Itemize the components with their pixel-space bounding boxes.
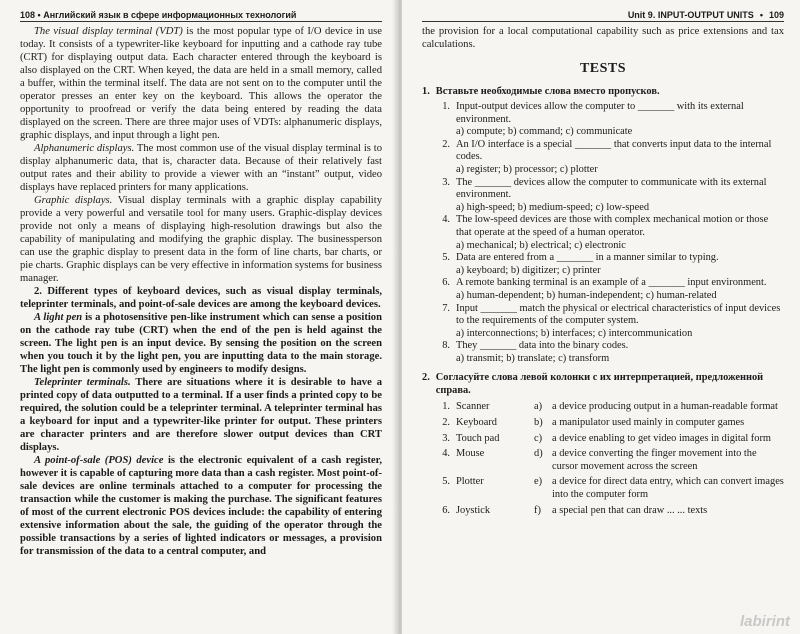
task-1-instruction: Вставьте необходимые слова вместо пропусков. <box>435 86 660 97</box>
question-item <box>422 277 784 290</box>
paragraph-pos <box>20 454 382 558</box>
match-definition: a device enabling to get video images in digital form <box>552 432 772 444</box>
paragraph-light-pen <box>20 311 382 376</box>
match-row <box>422 417 784 430</box>
question-options: a) compute; b) command; c) communicate <box>456 126 633 138</box>
match-number: 3. <box>442 432 450 444</box>
match-letter: b) <box>534 417 543 429</box>
question-number: 4. <box>442 214 450 226</box>
match-number: 6. <box>442 504 450 516</box>
header-bullet: • <box>37 10 41 20</box>
question-item <box>422 139 784 164</box>
match-term: Joystick <box>456 504 491 516</box>
paragraph-teleprinter <box>20 376 382 454</box>
question-item <box>422 303 784 328</box>
match-letter: e) <box>534 476 543 488</box>
match-term: Plotter <box>456 476 484 488</box>
question-text: They _______ data into the binary codes. <box>456 340 629 352</box>
right-page <box>402 0 800 634</box>
task-1-number: 1. <box>422 86 430 97</box>
match-letter: c) <box>534 432 543 444</box>
right-header-title: Unit 9. INPUT-OUTPUT UNITS <box>627 10 754 20</box>
match-letter: f) <box>534 504 541 516</box>
match-definition: a device for direct data entry, which can convert images into the computer form <box>552 476 784 501</box>
left-header-line <box>20 10 296 20</box>
paragraph-graphic <box>20 194 382 285</box>
task-2-number: 2. <box>422 372 430 384</box>
question-item <box>422 340 784 353</box>
match-definition: a special pen that can draw ... ... texts <box>552 504 708 516</box>
question-options: a) mechanical; b) electrical; c) electronic <box>456 239 626 251</box>
question-number: 1. <box>442 101 450 112</box>
left-page <box>0 0 398 634</box>
match-letter: d) <box>534 448 543 460</box>
task-1-heading <box>422 85 784 98</box>
term-vdt: The visual display terminal (VDT) <box>34 26 183 37</box>
question-item <box>422 101 784 126</box>
term-teleprinter: Teleprinter terminals. <box>34 377 131 388</box>
match-row <box>422 433 784 446</box>
question-text: The _______ devices allow the computer to communicate with its external environment. <box>456 176 767 201</box>
question-text: Input-output devices allow the computer to _______ with its external environment. <box>456 101 744 125</box>
paragraph-graphic-text: Visual display terminals with a graphic display capability provide a very powerful and versatile tool for many users. Graphic-display devices provide not only a means of displaying high-resolution drawings but also the capability of manipulating and modifying the graphic display. The businessperson can use the graphic display to present data in the form of line charts, bar charts, or pie charts. Graphic displays can be very effective in information systems for business manager. <box>20 195 382 284</box>
question-options: a) human-dependent; b) human-independent; c) human-related <box>456 289 717 301</box>
match-number: 4. <box>442 448 450 460</box>
paragraph-alphanumeric-text: The most common use of the visual display terminal is to display alphanumeric data, that is, character data. Because of their relatively fast output rates and their ability to provide a viewer with an “instant” output, video displays have replaced printers for many applications. <box>20 143 382 193</box>
term-alphanumeric: Alphanumeric displays. <box>34 143 135 154</box>
question-number: 5. <box>442 252 450 264</box>
paragraph-alphanumeric <box>20 142 382 194</box>
match-row <box>422 476 784 501</box>
match-number: 1. <box>442 401 450 413</box>
right-page-number: 109 <box>768 10 784 20</box>
paragraph-keyboard-devices <box>20 285 382 311</box>
question-number: 3. <box>442 176 450 188</box>
match-number: 5. <box>442 476 450 488</box>
question-text: A remote banking terminal is an example of a _______ input environment. <box>456 277 767 289</box>
match-letter: a) <box>534 401 543 413</box>
question-number: 2. <box>442 138 450 150</box>
term-pos: A point-of-sale (POS) device <box>34 455 164 466</box>
question-text: The low-speed devices are those with complex mechanical motion or those that operate at the speed of a human operator. <box>456 214 769 238</box>
task-2-heading <box>422 371 784 397</box>
match-definition: a device producing output in a human-readable format <box>552 401 778 413</box>
question-item <box>422 177 784 202</box>
left-page-number: 108 <box>20 10 36 20</box>
question-options: a) keyboard; b) digitizer; c) printer <box>456 264 601 276</box>
task-2-instruction: Согласуйте слова левой колонки с их интерпретацией, предложенной справа. <box>435 372 764 397</box>
match-term: Touch pad <box>456 432 500 444</box>
header-bullet: • <box>759 10 763 20</box>
paragraph-vdt-text: is the most popular type of I/O device in use today. It consists of a typewriter-like keyboard for inputting and a cathode ray tube (CRT) for displaying output data. Each character entered through the keyboard is also displayed on the CRT. When keyed, the data are held in a small memory, called a buffer, within the terminal itself. The data are not sent on to the computer until the operator presses an enter key on the keyboard. This allows the operator the opportunity to proofread or verify the data being entered by reading the data displayed on the screen. There are three major uses of VDTs: alphanumeric displays, graphic displays, and input through a light pen. <box>20 26 383 141</box>
tests-title: TESTS <box>579 61 627 76</box>
question-list <box>422 101 784 365</box>
question-text: Input _______ match the physical or electrical characteristics of input devices to the requirements of the computer system. <box>456 302 781 327</box>
question-options: a) register; b) processor; c) plotter <box>456 163 598 175</box>
match-number: 2. <box>442 417 450 429</box>
question-item <box>422 252 784 265</box>
match-definition: a manipulator used mainly in computer games <box>552 417 745 429</box>
match-row <box>422 401 784 414</box>
matching-list <box>422 401 784 517</box>
right-running-head <box>422 10 784 22</box>
question-options: a) transmit; b) translate; c) transform <box>456 352 610 364</box>
match-term: Mouse <box>456 448 485 460</box>
paragraph-light-pen-text: is a photosensitive pen-like instrument which can sense a position on the cathode ray tube (CRT) when the end of the pen is held against the screen. The light pen is an input device. By sensing the position on the screen when you touch it by the light pen, you are inputting data to the main storage. The light pen is commonly used by engineers to modify designs. <box>20 312 383 375</box>
paragraph-keyboard-text: Different types of keyboard devices, such as visual display terminals, teleprinter terminals, and point-of-sale devices are among the keyboard devices. <box>20 286 382 310</box>
question-number: 8. <box>442 340 450 352</box>
watermark-logo: labirint <box>739 613 790 630</box>
term-light-pen: A light pen <box>34 312 83 323</box>
question-text: An I/O interface is a special _______ that converts input data to the internal codes. <box>456 138 772 163</box>
question-text: Data are entered from a _______ in a manner similar to typing. <box>456 252 719 264</box>
paragraph-teleprinter-text: There are situations where it is desirable to have a printed copy of data outputted to a terminal. If a user finds a printed copy to be required, the solution could be a teleprinter terminal. A teleprinter terminal has a keyboard for input and a typewriter-like printer for output. These printers are character printers and are therefore slower output devices than CRT displays. <box>20 377 382 453</box>
match-term: Keyboard <box>456 417 497 429</box>
match-row <box>422 448 784 473</box>
question-item <box>422 214 784 239</box>
continuation-paragraph: the provision for a local computational capability such as price extensions and tax calculations. <box>422 26 784 50</box>
left-running-head <box>20 10 382 22</box>
question-options: a) high-speed; b) medium-speed; c) low-speed <box>456 201 650 213</box>
question-number: 7. <box>442 302 450 314</box>
match-row <box>422 505 784 518</box>
term-graphic: Graphic displays. <box>34 195 113 206</box>
section-number: 2. <box>34 286 42 297</box>
paragraph-pos-text: is the electronic equivalent of a cash register, however it is capable of capturing more data than a cash register. Most point-of-sale devices are online terminals attached to a computer for processing the transaction while the customer is making the purchase. The significant features of most of the current electronic POS devices include: the capability of entering extensive information about the sale, the guiding of the operator through the possible transactions by a series of lighted indicators or messages, a provision for transmission of the data to a central computer, and <box>20 455 382 557</box>
question-number: 6. <box>442 277 450 289</box>
left-header-title: Английский язык в сфере информационных технологий <box>43 10 297 20</box>
match-term: Scanner <box>456 401 490 413</box>
paragraph-vdt <box>20 25 382 142</box>
match-definition: a device converting the finger movement into the cursor movement across the screen <box>552 448 757 472</box>
question-options: a) interconnections; b) interfaces; c) intercommunication <box>456 327 693 339</box>
